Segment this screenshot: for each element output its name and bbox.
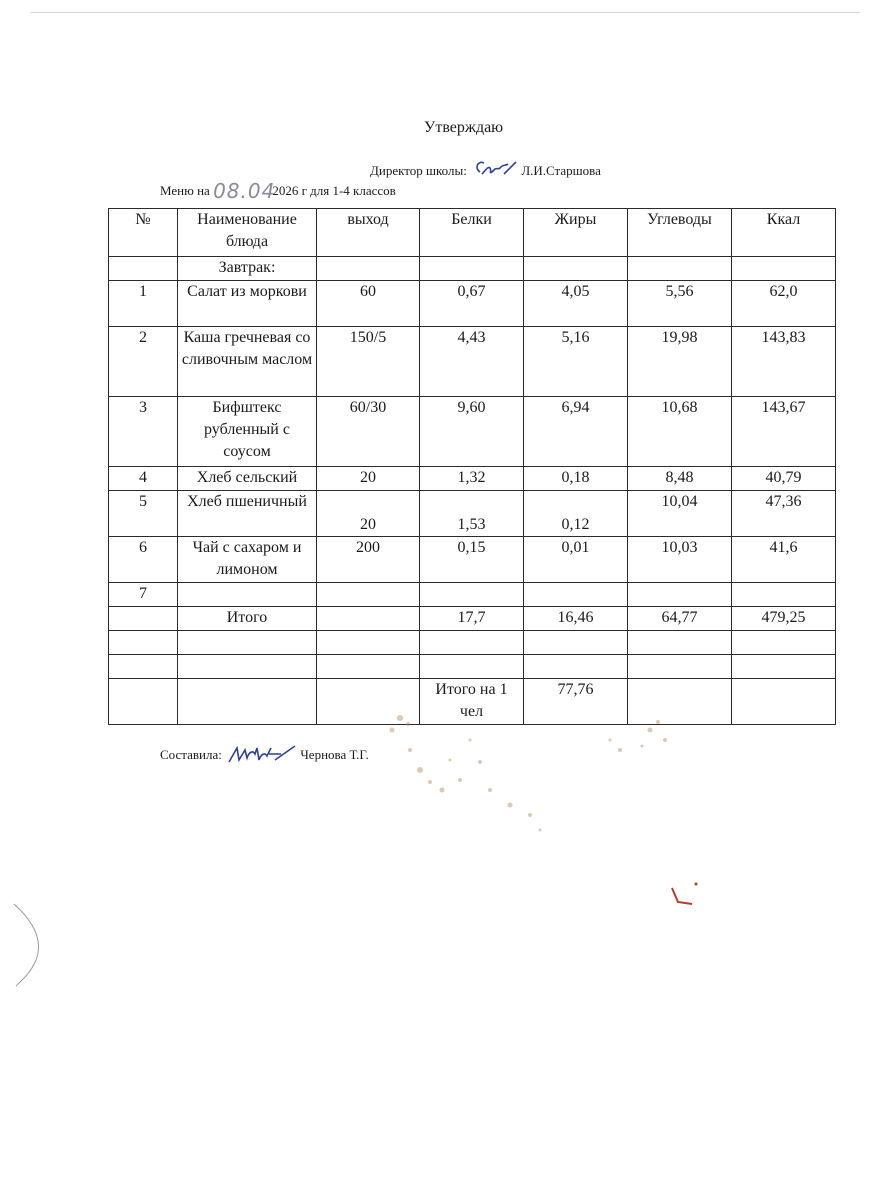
table-row [109,467,836,491]
menu-prefix: Меню на [160,183,210,198]
portion: 20 [317,491,420,537]
header-cell: № [109,209,178,257]
protein: 1,32 [420,467,524,491]
kcal: 143,67 [732,397,836,467]
scan-edge-line [30,12,860,13]
margin-scribble [8,900,48,990]
fat: 0,01 [524,537,628,583]
dish-name: Хлеб пшеничный [178,491,317,537]
portion: 60/30 [317,397,420,467]
carbs: 19,98 [628,327,732,397]
handwritten-date: 08.04 [213,179,276,203]
section-row [109,257,836,281]
header-cell: Ккал [732,209,836,257]
carbs [628,583,732,607]
protein: 9,60 [420,397,524,467]
carbs: 10,04 [628,491,732,537]
dish-name: Каша гречневая со сливочным маслом [178,327,317,397]
portion: 150/5 [317,327,420,397]
stain-marks [380,710,700,850]
table-row [109,281,836,327]
menu-suffix: 2026 г для 1-4 классов [272,183,396,198]
portion: 60 [317,281,420,327]
kcal: 40,79 [732,467,836,491]
section-label: Завтрак: [178,257,317,281]
composed-by-line [160,742,369,770]
total-label: Итого [178,607,317,631]
carbs: 5,56 [628,281,732,327]
portion: 200 [317,537,420,583]
row-number: 6 [109,537,178,583]
empty-row [109,631,836,655]
carbs: 8,48 [628,467,732,491]
header-cell: Углеводы [628,209,732,257]
fat: 0,18 [524,467,628,491]
fat: 0,12 [524,491,628,537]
carbs: 10,03 [628,537,732,583]
table-row [109,397,836,467]
dish-name [178,583,317,607]
kcal: 143,83 [732,327,836,397]
empty-row [109,655,836,679]
composed-label: Составила: [160,746,222,762]
header-cell: Белки [420,209,524,257]
portion [317,583,420,607]
kcal: 62,0 [732,281,836,327]
director-label: Директор школы: [370,162,467,178]
protein: 1,53 [420,491,524,537]
protein: 0,15 [420,537,524,583]
fat: 4,05 [524,281,628,327]
portion: 20 [317,467,420,491]
carbs: 10,68 [628,397,732,467]
row-number: 1 [109,281,178,327]
kcal: 47,36 [732,491,836,537]
header-cell: Жиры [524,209,628,257]
header-cell: Наименование блюда [178,209,317,257]
dish-name: Салат из моркови [178,281,317,327]
composer-name: Чернова Т.Г. [300,746,369,762]
table-header-row [109,209,836,257]
per-person-value: 77,76 [524,679,628,725]
row-number: 3 [109,397,178,467]
red-mark [668,880,702,910]
composer-signature [225,742,297,770]
per-person-label: Итого на 1 чел [420,679,524,725]
row-number: 2 [109,327,178,397]
total-kcal: 479,25 [732,607,836,631]
protein [420,583,524,607]
director-line [370,158,601,186]
row-number: 4 [109,467,178,491]
total-row [109,607,836,631]
dish-name: Бифштекс рубленный с соусом [178,397,317,467]
total-carbs: 64,77 [628,607,732,631]
menu-date-line [160,176,396,203]
fat [524,583,628,607]
fat: 6,94 [524,397,628,467]
table-row [109,537,836,583]
total-protein: 17,7 [420,607,524,631]
table-row [109,583,836,607]
protein: 4,43 [420,327,524,397]
table-row [109,491,836,537]
fat: 5,16 [524,327,628,397]
header-cell: выход [317,209,420,257]
row-number: 7 [109,583,178,607]
dish-name: Чай с сахаром и лимоном [178,537,317,583]
kcal [732,583,836,607]
menu-table [108,208,836,725]
dish-name: Хлеб сельский [178,467,317,491]
director-name: Л.И.Старшова [521,162,601,178]
approval-heading: Утверждаю [424,119,504,136]
kcal: 41,6 [732,537,836,583]
director-signature [470,158,518,186]
protein: 0,67 [420,281,524,327]
total-fat: 16,46 [524,607,628,631]
row-number: 5 [109,491,178,537]
table-row [109,327,836,397]
